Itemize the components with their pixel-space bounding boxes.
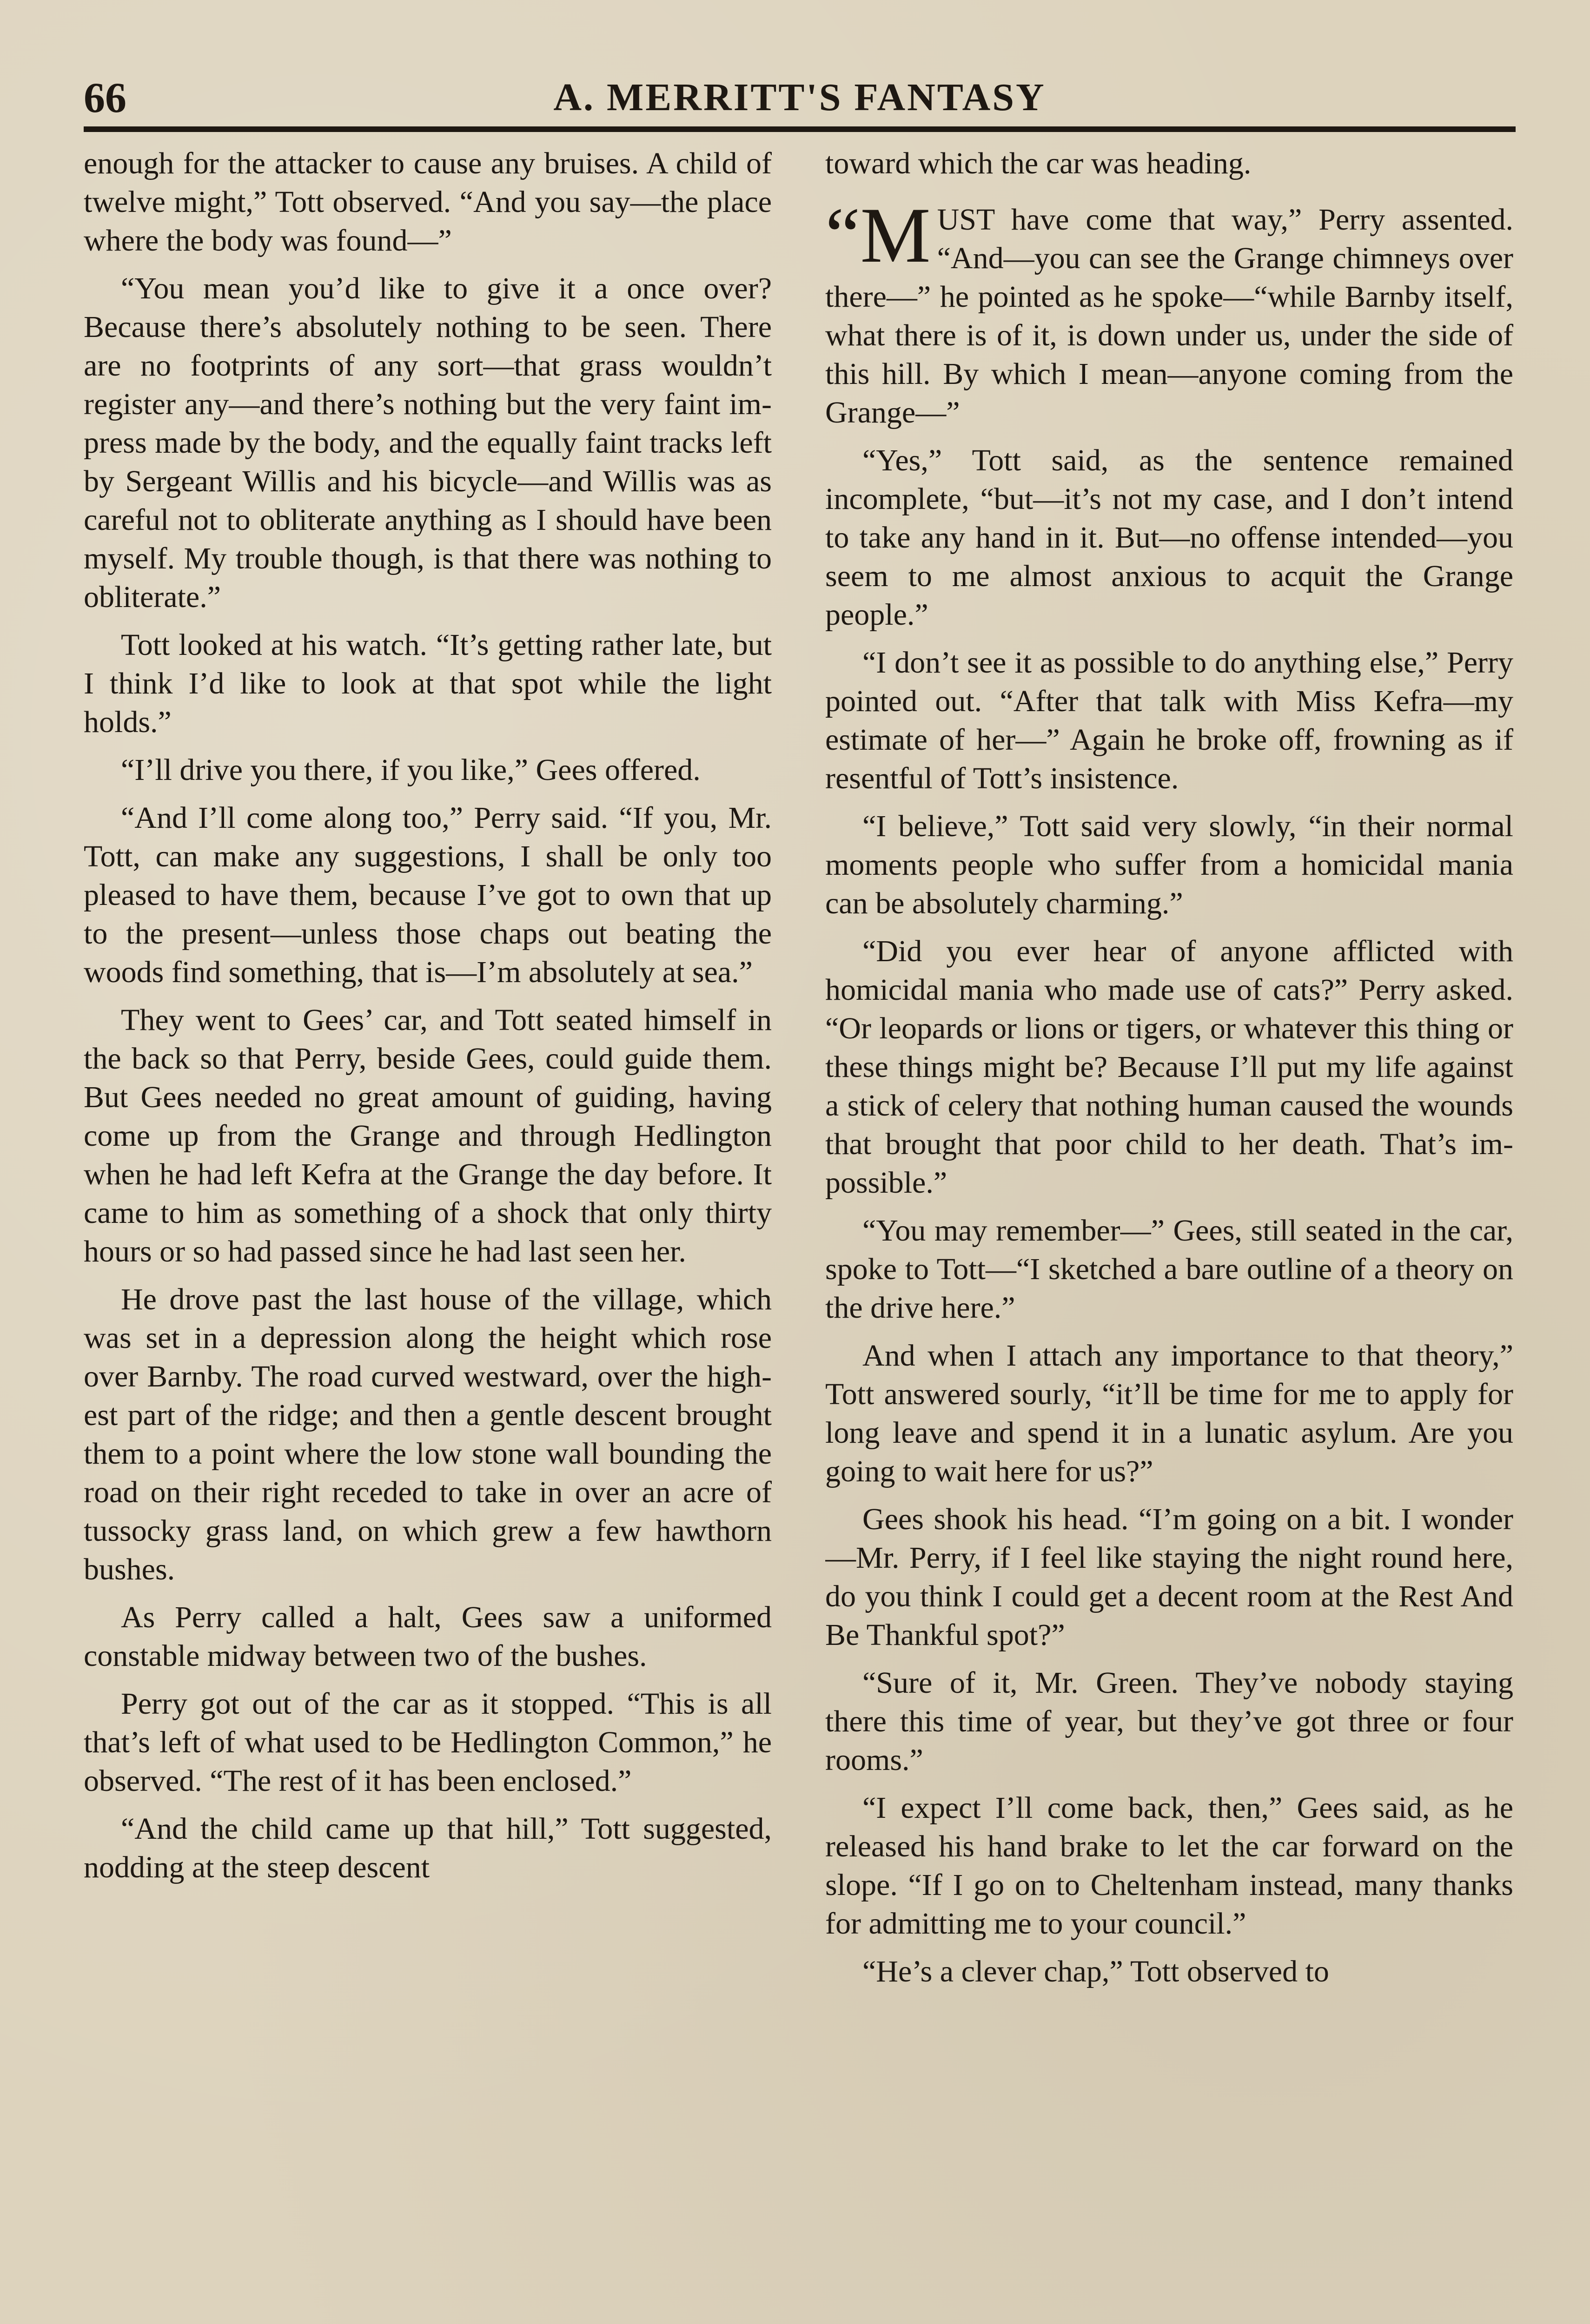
section-start-text: UST have come that way,” Perry assented. “And—you can see the Grange chimneys over there—” he pointed as he spoke—“while Barnby itself, what there is of it, is down under us, under the side of this hill. By which I mean—anyone coming from the Grange—”: [825, 203, 1513, 429]
paragraph: “Did you ever hear of anyone afflicted with homicidal mania who made use of cats?” Perry asked. “Or leopards or lions or tigers, or whatever this thing or these things might be? Because I’ll put my life against a stick of celery that nothing human caused the wounds that brought that poor child to her death. That’s impossible.”: [825, 934, 1513, 1200]
section-start-paragraph: [825, 191, 1513, 432]
paragraph: Gees shook his head. “I’m going on a bit. I wonder—Mr. Perry, if I feel like staying the night round here, do you think I could get a decent room at the Rest And Be Thankful spot?”: [825, 1502, 1513, 1652]
paragraph: “You mean you’d like to give it a once over? Because there’s absolutely nothing to be seen. There are no footprints of any sort—that grass wouldn’t register any—and there’s nothing but the very faint impress made by the body, and the equally faint tracks left by Sergeant Willis and his bicycle—and Willis was as careful not to obliterate anything as I should have been myself. My trouble though, is that there was nothing to obliterate.”: [84, 271, 772, 614]
paragraph: toward which the car was heading.: [825, 146, 1252, 180]
paragraph: “Yes,” Tott said, as the sentence remained incomplete, “but—it’s not my case, and I don’t intend to take any hand in it. But—no offense intended—you seem to me almost anxious to acquit the Grange people.”: [825, 443, 1513, 632]
paragraph: “I don’t see it as possible to do anything else,” Perry pointed out. “After that talk with Miss Kefra—my estimate of her—” Again he broke off, frowning as if resentful of Tott’s insistence.: [825, 646, 1513, 795]
page-number: 66: [84, 74, 126, 121]
paragraph: “I expect I’ll come back, then,” Gees said, as he released his hand brake to let the car forward on the slope. “If I go on to Cheltenham instead, many thanks for admitting me to your council.”: [825, 1791, 1513, 1941]
left-column: [84, 144, 772, 2324]
paragraph: enough for the attacker to cause any bruises. A child of twelve might,” Tott observed. “And you say—the place where the body was found—”: [84, 146, 772, 257]
paragraph: Tott looked at his watch. “It’s getting rather late, but I think I’d like to look at that spot while the light holds.”: [84, 628, 772, 739]
paragraph: “And the child came up that hill,” Tott suggested, nodding at the steep descent: [84, 1812, 772, 1884]
paragraph: “He’s a clever chap,” Tott observed to: [862, 1954, 1329, 1988]
paragraph: He drove past the last house of the village, which was set in a depression along the height which rose over Barnby. The road curved westward, over the highest part of the ridge; and then a gentle descent brought them to a point where the low stone wall bounding the road on their right receded to take in over an acre of tussocky grass land, on which grew a few hawthorn bushes.: [84, 1282, 772, 1586]
drop-cap: “M: [825, 191, 931, 279]
paragraph: “And I’ll come along too,” Perry said. “If you, Mr. Tott, can make any suggestions, I shall be only too pleased to have them, because I’ve got to own that up to the present—unless those chaps out beating the woods find something, that is—I’m absolutely at sea.”: [84, 801, 772, 989]
paragraph: “I’ll drive you there, if you like,” Gees offered.: [121, 753, 701, 787]
paragraph: And when I attach any importance to that theory,” Tott answered sourly, “it’ll be time for me to apply for long leave and spend it in a lunatic asylum. Are you going to wait here for us?”: [825, 1339, 1513, 1488]
paragraph: As Perry called a halt, Gees saw a uniformed constable midway between two of the bushes.: [84, 1600, 772, 1673]
paragraph: They went to Gees’ car, and Tott seated himself in the back so that Perry, beside Gees, could guide them. But Gees needed no great amount of guiding, having come up from the Grange and through Hedlington when he had left Kefra at the Grange the day before. It came to him as something of a shock that only thirty hours or so had passed since he had last seen her.: [84, 1003, 772, 1268]
page-header: [84, 70, 1516, 125]
paragraph: Perry got out of the car as it stopped. “This is all that’s left of what used to be Hedlington Common,” he observed. “The rest of it has been enclosed.”: [84, 1687, 772, 1798]
running-title: A. MERRITT'S FANTASY: [553, 76, 1046, 119]
right-column: [825, 144, 1513, 2324]
paragraph: “Sure of it, Mr. Green. They’ve nobody staying there this time of year, but they’ve got three or four rooms.”: [825, 1666, 1513, 1777]
paragraph: “I believe,” Tott said very slowly, “in their normal moments people who suffer from a homicidal mania can be absolutely charming.”: [825, 809, 1513, 920]
paragraph: “You may remember—” Gees, still seated in the car, spoke to Tott—“I sketched a bare outline of a theory on the drive here.”: [825, 1214, 1513, 1325]
header-rule: [84, 126, 1516, 132]
